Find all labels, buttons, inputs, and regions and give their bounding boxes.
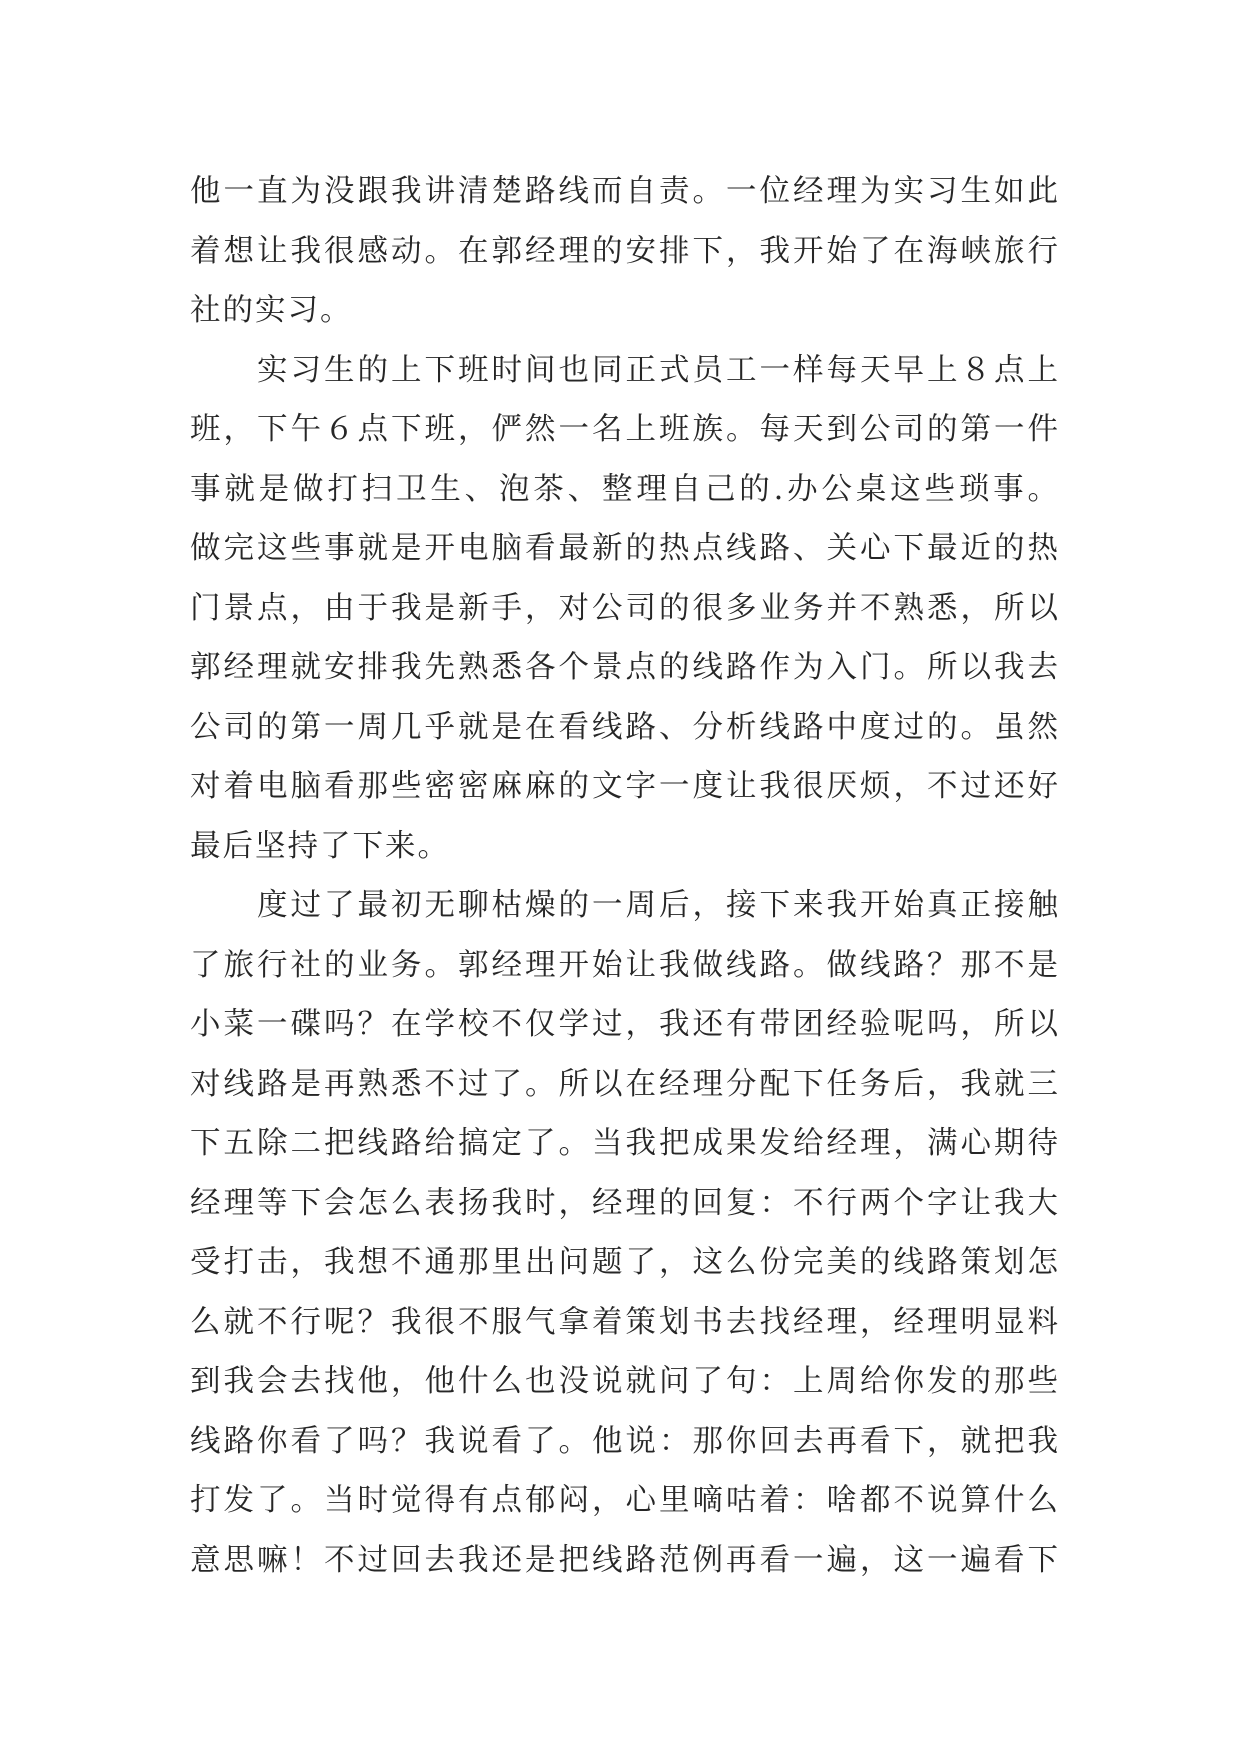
text-line: 小菜一碟吗？在学校不仅学过，我还有带团经验呢吗，所以 xyxy=(190,1007,1060,1042)
text-line: 了旅行社的业务。郭经理开始让我做线路。做线路？那不是 xyxy=(190,947,1060,983)
text-line: 事就是做打扫卫生、泡茶、整理自己的.办公桌这些琐事。 xyxy=(190,471,1060,507)
text-line: 打发了。当时觉得有点郁闷，心里嘀咕着：啥都不说算什么 xyxy=(190,1483,1060,1518)
text-line: 到我会去找他，他什么也没说就问了句：上周给你发的那些 xyxy=(190,1364,1060,1399)
text-line: 社的实习。 xyxy=(190,293,353,328)
text-line: 着想让我很感动。在郭经理的安排下，我开始了在海峡旅行 xyxy=(190,233,1060,269)
text-line: 郭经理就安排我先熟悉各个景点的线路作为入门。所以我去 xyxy=(190,650,1060,685)
text-line: 度过了最初无聊枯燥的一周后，接下来我开始真正接触 xyxy=(190,888,1060,923)
text-line: 线路你看了吗？我说看了。他说：那你回去再看下，就把我 xyxy=(190,1423,1060,1459)
text-line: 最后坚持了下来。 xyxy=(190,828,450,864)
text-line: 意思嘛！不过回去我还是把线路范例再看一遍，这一遍看下 xyxy=(190,1542,1060,1578)
text-line: 做完这些事就是开电脑看最新的热点线路、关心下最近的热 xyxy=(190,531,1060,566)
text-line: 实习生的上下班时间也同正式员工一样每天早上８点上 xyxy=(190,352,1060,388)
text-line: 经理等下会怎么表扬我时，经理的回复：不行两个字让我大 xyxy=(190,1185,1060,1221)
text-line: 他一直为没跟我讲清楚路线而自责。一位经理为实习生如此 xyxy=(190,174,1060,209)
text-line: 对线路是再熟悉不过了。所以在经理分配下任务后，我就三 xyxy=(190,1066,1060,1102)
text-line: 公司的第一周几乎就是在看线路、分析线路中度过的。虽然 xyxy=(190,709,1060,745)
text-line: 下五除二把线路给搞定了。当我把成果发给经理，满心期待 xyxy=(190,1126,1060,1161)
text-line: 受打击，我想不通那里出问题了，这么份完美的线路策划怎 xyxy=(190,1245,1060,1280)
text-line: 对着电脑看那些密密麻麻的文字一度让我很厌烦，不过还好 xyxy=(190,769,1060,804)
text-line: 么就不行呢？我很不服气拿着策划书去找经理，经理明显料 xyxy=(190,1304,1060,1340)
text-line: 班，下午６点下班，俨然一名上班族。每天到公司的第一件 xyxy=(190,412,1060,447)
text-line: 门景点，由于我是新手，对公司的很多业务并不熟悉，所以 xyxy=(190,590,1060,626)
body-text xyxy=(190,162,1060,1590)
